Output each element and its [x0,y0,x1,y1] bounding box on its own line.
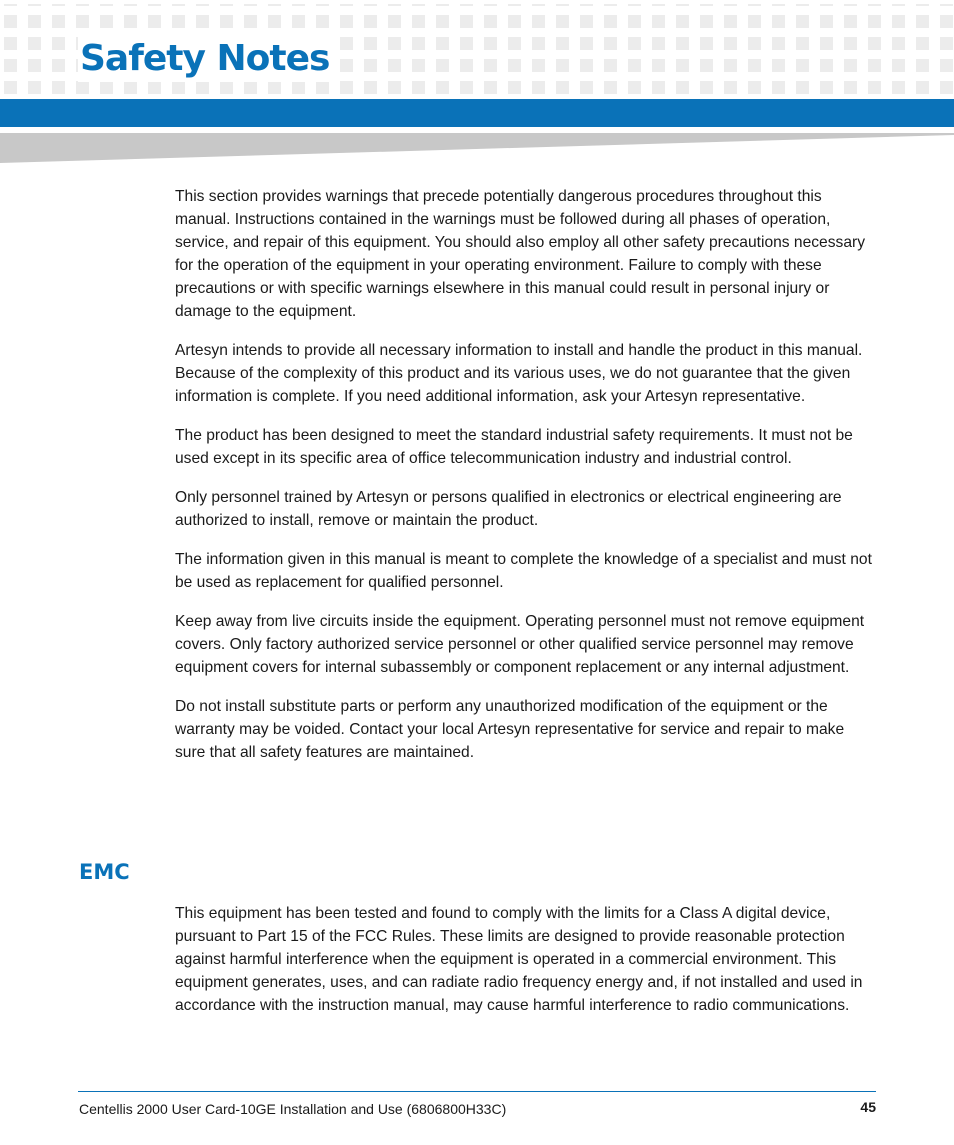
page-title: Safety Notes [78,36,337,82]
footer-divider [78,1091,876,1092]
header-gray-wedge [0,133,954,163]
header-blue-bar [0,99,954,127]
paragraph-live-circuits: Keep away from live circuits inside the equipment. Operating personnel must not remove equipment covers. Only factory authorized service personnel or other qualified service personnel may remove equipment covers for internal subassembly or component replacement or any internal adjustment. [175,613,865,676]
paragraph-information-disclaimer: Artesyn intends to provide all necessary information to install and handle the product in this manual. Because of the complexity of this product and its various uses, we do not guarantee that the given information is complete. If you need additional information, ask your Artesyn representative. [175,342,863,405]
paragraph-emc-fcc: This equipment has been tested and found to comply with the limits for a Class A digital device, pursuant to Part 15 of the FCC Rules. These limits are designed to provide reasonable protection against harmful interference when the equipment is operated in a commercial environment. This equipment generates, uses, and can radiate radio frequency energy and, if not installed and used in accordance with the instruction manual, may cause harmful interference to radio communications. [175,905,863,1014]
page-number: 45 [860,1099,876,1115]
paragraph-qualified-personnel: Only personnel trained by Artesyn or persons qualified in electronics or electrical engineering are authorized to install, remove or maintain the product. [175,489,842,529]
paragraph-safety-requirements: The product has been designed to meet the standard industrial safety requirements. It must not be used except in its specific area of office telecommunication industry and industrial control. [175,427,853,467]
paragraph-warnings-intro: This section provides warnings that precede potentially dangerous procedures throughout this manual. Instructions contained in the warnings must be followed during all phases of operation, service, and repair of this equipment. You should also employ all other safety precautions necessary for the operation of the equipment in your operating environment. Failure to comply with these precautions or with specific warnings elsewhere in this manual could result in personal injury or damage to the equipment. [175,188,865,320]
safety-notes-body [175,185,875,780]
emc-heading: EMC [79,860,130,884]
footer-document-title: Centellis 2000 User Card-10GE Installation and Use (6806800H33C) [79,1101,507,1117]
paragraph-substitute-parts: Do not install substitute parts or perform any unauthorized modification of the equipment or the warranty may be voided. Contact your local Artesyn representative for service and repair to make sure that all safety features are maintained. [175,698,845,761]
paragraph-specialist-knowledge: The information given in this manual is meant to complete the knowledge of a specialist and must not be used as replacement for qualified personnel. [175,551,872,591]
emc-body [175,902,875,1017]
